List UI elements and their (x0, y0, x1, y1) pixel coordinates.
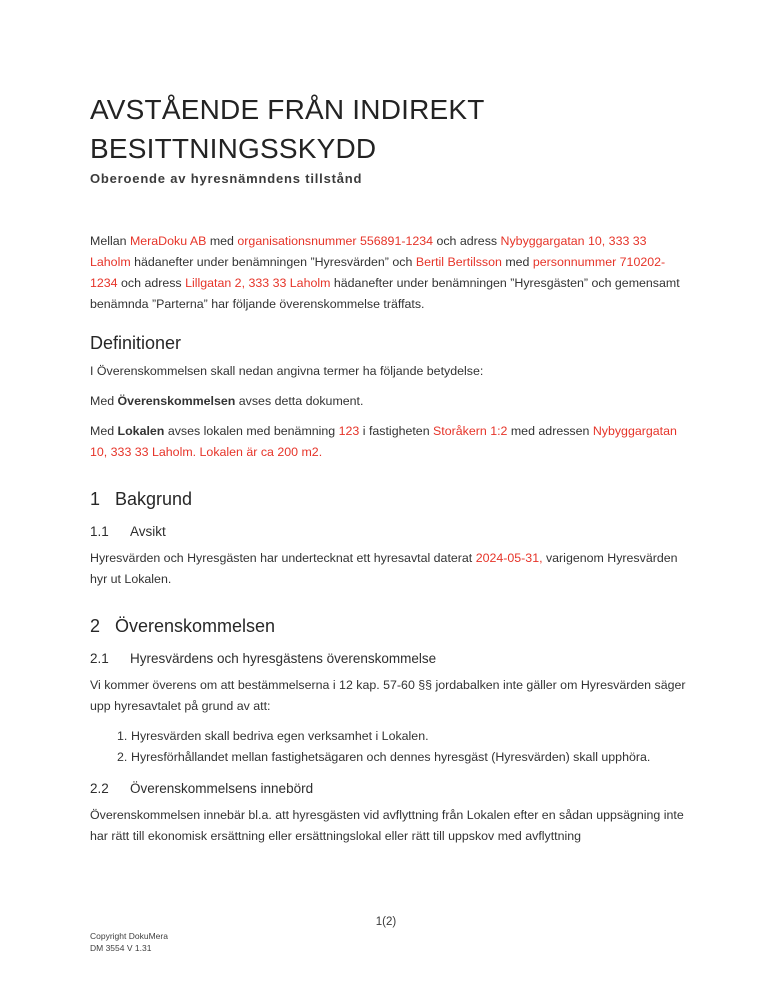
intro-paragraph (90, 231, 690, 315)
property-designation: Storåkern 1:2 (433, 424, 508, 438)
heading-definitions (90, 331, 690, 355)
title-line-2: BESITTNINGSSKYDD (90, 133, 377, 164)
terms-lead: Vi kommer överens om att bestämmelserna i 12 kap. 57-60 §§ jordabalken inte gäller om Hyresvärden säger upp hyresavtalet på grund av att: (90, 678, 686, 713)
section-title: Definitioner (90, 333, 182, 353)
section-number: 2 (90, 616, 101, 636)
contract-date: 2024-05-31, (475, 551, 543, 565)
heading-section-2 (90, 614, 690, 638)
text-segment: Med (90, 424, 118, 438)
list-item-text: Hyresförhållandet mellan fastighetsägaren och dennes hyresgäst (Hyresvärden) skall upphöra. (131, 750, 651, 764)
copyright-line-1: Copyright DokuMera (90, 931, 168, 941)
definition-agreement (90, 391, 690, 412)
heading-section-2-2 (90, 780, 690, 798)
text-segment: avses detta dokument. (235, 394, 364, 408)
tenant-address: Lillgatan 2, 333 33 Laholm (185, 276, 331, 290)
premises-id: 123 (338, 424, 360, 438)
text-segment: avses lokalen med benämning (164, 424, 339, 438)
text-segment: varigenom Hyresvärden hyr ut Lokalen. (90, 551, 678, 586)
section-title: Överenskommelsen (115, 616, 276, 636)
document-header (90, 90, 690, 186)
subsection-number: 1.1 (90, 524, 109, 539)
text-segment: hädanefter under benämningen ”Hyresvärden” och (130, 255, 416, 269)
landlord-name: MeraDoku AB (129, 234, 207, 248)
section-number: 1 (90, 489, 101, 509)
text-segment: med (206, 234, 238, 248)
text-segment: och adress (433, 234, 501, 248)
subsection-title: Överenskommelsens innebörd (130, 781, 314, 796)
text-segment: Med (90, 394, 118, 408)
subsection-title: Hyresvärdens och hyresgästens överenskommelse (130, 651, 437, 666)
text-segment: i fastigheten (359, 424, 434, 438)
subsection-title: Avsikt (130, 524, 166, 539)
copyright (90, 931, 168, 954)
heading-section-1 (90, 487, 690, 511)
section-title: Bakgrund (115, 489, 193, 509)
term-agreement: Överenskommelsen (117, 394, 236, 408)
terms-list (90, 726, 690, 768)
text-segment: Mellan (90, 234, 130, 248)
list-marker: 1. (117, 729, 128, 743)
text-segment: och adress (117, 276, 186, 290)
premises-address-size: Nybyggargatan 10, 333 33 Laholm. Lokalen är ca 200 m2. (90, 424, 677, 459)
landlord-address: Nybyggargatan 10, 333 33 Laholm (90, 234, 647, 269)
heading-section-1-1 (90, 523, 690, 541)
text-segment: Hyresvärden och Hyresgästen har undertecknat ett hyresavtal daterat (90, 551, 476, 565)
text-segment: med (501, 255, 533, 269)
tenant-name: Bertil Bertilsson (415, 255, 502, 269)
personal-number: personnummer 710202-1234 (90, 255, 666, 290)
meaning-paragraph: Överenskommelsen innebär bl.a. att hyresgästen vid avflyttning från Lokalen efter en sådan uppsägning inte har rätt till ekonomisk ersättning eller ersättningslokal eller rätt till uppskov med avflyttning (90, 808, 684, 843)
text-segment: med adressen (507, 424, 593, 438)
intent-paragraph (90, 548, 690, 590)
copyright-line-2: DM 3554 V 1.31 (90, 942, 152, 953)
title-line-1: AVSTÅENDE FRÅN INDIREKT (90, 94, 485, 125)
heading-section-2-1 (90, 650, 690, 668)
text-segment: hädanefter under benämningen ”Hyresgästen” och gemensamt benämnda ”Parterna” har följande överenskommelse träffats. (90, 276, 680, 311)
list-item-text: Hyresvärden skall bedriva egen verksamhet i Lokalen. (131, 729, 429, 743)
org-number: organisationsnummer 556891-1234 (237, 234, 434, 248)
term-premises: Lokalen (117, 424, 165, 438)
definitions-lead: I Överenskommelsen skall nedan angivna termer ha följande betydelse: (90, 364, 484, 378)
list-item (117, 747, 690, 768)
page-number: 1(2) (375, 916, 397, 928)
definition-premises (90, 421, 690, 463)
document-subtitle: Oberoende av hyresnämndens tillstånd (90, 171, 363, 186)
list-marker: 2. (117, 750, 128, 764)
subsection-number: 2.1 (90, 651, 109, 666)
list-item (117, 726, 690, 747)
subsection-number: 2.2 (90, 781, 109, 796)
document-title (90, 90, 690, 168)
